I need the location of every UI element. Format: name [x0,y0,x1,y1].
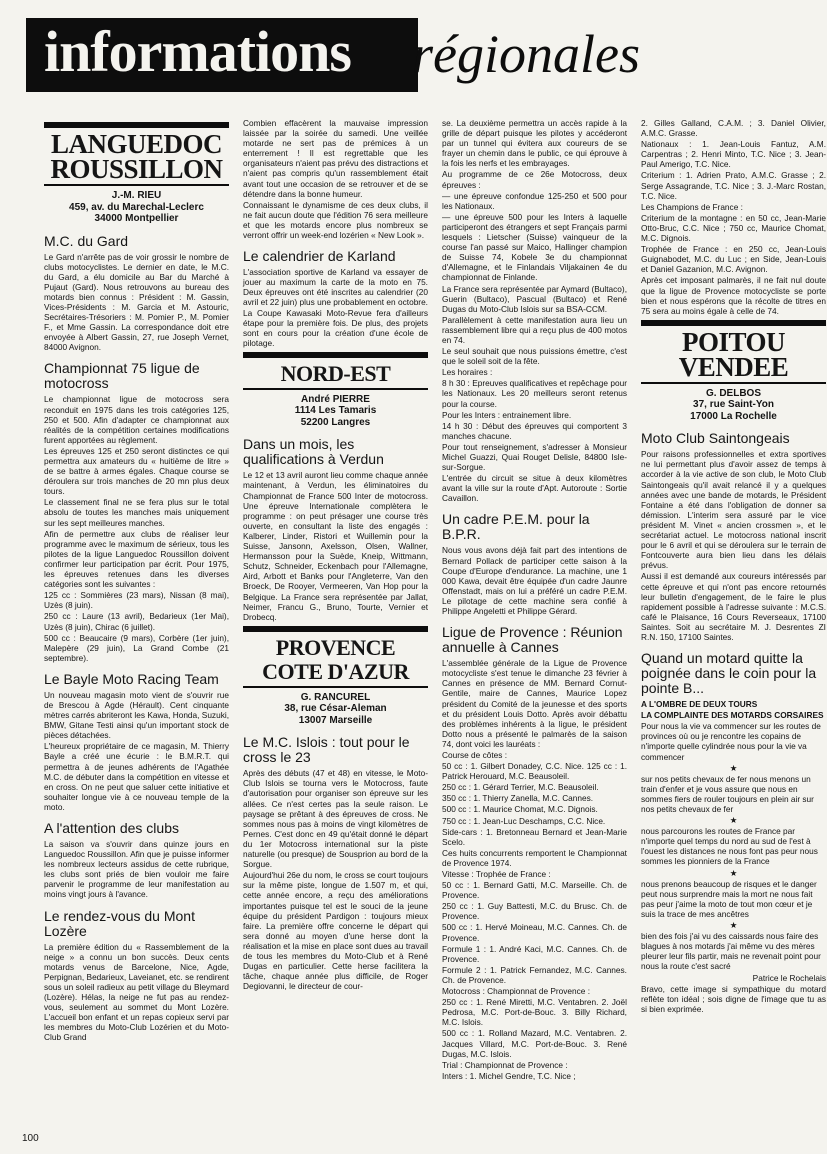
article-text: Aussi il est demandé aux coureurs intéressés par cette épreuve et qui n'ont pas encore retournés leur bulletin d'engagement, de le faire le plus rapidement possible à l'adresse suivante : M.C.S. café le Plaisance, 16 Cours Reverseaux, 17100 Saintes. Soit au secrétaire M. J. Desrentes ZI R.N. 150, 17100 Saintes. [641,571,826,642]
article-text: — une épreuve 500 pour les Inters à laquelle participeront des étrangers et sept Français parmi lesquels : Lietscher (Suisse) vainqueur de la course l'an passé sur Maico, Hallinger champion de Suisse 74, Kobele 3e du championnat d'Allemagne, et le Finlandais Viljakainen 4e du championnat de Finlande. [442,211,627,283]
article-text: Course de côtes : [442,749,508,760]
column-2 [243,118,428,992]
poem-verse: bien des fois j'ai vu des caissards nous faire des blagues à nos motards j'ai même vu des mères pleurer leur fils partir, mais ne revenait point pour nous la route c'est sacré [641,931,821,972]
correspondent-name: André PIERRE [301,393,370,405]
poem-verse: sur nos petits chevaux de fer nous menons un train d'enfer et je vous assure que nous en sommes fiers de rouler toujours en plein air sur nos petits chevaux de fer [641,773,814,814]
article-text: 500 cc : 1. Maurice Chomat, M.C. Dignois. [442,804,598,815]
article-text: Side-cars : 1. Bretonneau Bernard et Jean-Marie Scelo. [442,826,627,847]
article-text: Le classement final ne se fera plus sur le total absolu de toutes les manches mais uniquement sur les sept meilleures manches. [44,497,229,528]
article-text: Un nouveau magasin moto vient de s'ouvrir rue de Brescou à Agde (Hérault). Cent cinquante mètres carrés abriteront les Kawa, Honda, Suzuki, BMW, Gitane Testi ainsi qu'un important stock de pièces détachées. [44,689,229,741]
article-text: L'entrée du circuit se situe à deux kilomètres avant la ville sur la route d'Apt. Autoroute : Sortie Cavaillon. [442,473,627,504]
column-4 [641,118,826,1015]
correspondent-name: J.-M. RIEU [111,190,162,201]
article-title: Dans un mois, les qualifications à Verdun [243,436,384,468]
article-text: La saison va s'ouvrir dans quinze jours en Languedoc Roussillon. Afin que je puisse informer les nombreux lecteurs assidus de cette rubrique, les clubs sont priés de bien vouloir me faire parvenir le programme de leur manifestation au moins vingt jours à l'avance. [44,839,229,900]
article-text: Parallèlement à cette manifestation aura lieu un rassemblement libre qui a reçu plus de 400 motos en 74. [442,314,627,345]
article-title: Le rendez-vous du Mont Lozère [44,907,195,939]
article-title: Le Bayle Moto Racing Team [44,670,219,687]
article-text: Bravo, cette image si sympathique du motard reflète ton idéal ; sois digne de l'image que tu as si bien exprimée. [641,983,826,1014]
region-name: LANGUEDOC ROUSSILLON [50,129,223,184]
article-text: Pour raisons professionnelles et extra sportives ne lui permettant plus d'avoir assez de temps à accorder à la vie active de son club, le Moto Club Saintongeais qu'il avait relancé il y a quelques années avec une bande de motards, le Président Fontaine a été dans l'obligation de donner sa démission. L'interim sera assuré par le vice président M. Vinet « ancien crossmen », et le secrétariat actuel. Le motocross national inscrit pour le 6 avril et qui se déroulera sur le terrain de Fontcouverte aura bien lieu dans les délais prévus. [641,449,826,571]
article-text: Criterium : 1. Adrien Prato, A.M.C. Grasse ; 2. Serge Assagrande, T.C. Nice ; 3. J.-Marc Rostan, T.C. Nice. [641,170,826,201]
article-text: Pour les Inters : entrainement libre. [442,409,572,420]
poem-author: Patrice le Rochelais [752,972,826,983]
article-title: Le calendrier de Karland [243,248,396,265]
article-title: A l'attention des clubs [44,820,179,836]
article-text: 350 cc : 1. Thierry Zanella, M.C. Cannes. [442,793,594,804]
correspondent-address [641,388,826,423]
address-line: 1114 Les Tamaris [294,405,377,417]
address-city: 52200 Langres [300,416,371,428]
article-title: Le M.C. Islois : tout pour le cross le 23 [243,734,410,766]
article-text: Vitesse : Trophée de France : [442,869,551,879]
region-name: PROVENCE COTE D'AZUR [262,634,409,684]
article-text: Nationaux : 1. Jean-Louis Fantuz, A.M. Carpentras ; 2. Henri Minto, T.C. Nice ; 3. Jean-Paul Amerigo, T.C. Nice. [641,139,826,170]
article-text: Formule 2 : 1. Patrick Fernandez, M.C. Cannes. Ch. de Provence. [442,964,627,985]
article-text: 500 cc : 1. Rolland Mazard, M.C. Ventabren. 2. Jacques Villard, M.C. Port-de-Bouc. 3. René Dugas, M.C. Islois. [442,1028,627,1059]
article-text: 250 cc : 1. Guy Battesti, M.C. du Brusc. Ch. de Provence. [442,901,627,922]
article-text: Pour tout renseignement, s'adresser à Monsieur Michel Guazzi, Quai Rouget Delisle, 84800 Isle-sur-Sorgue. [442,441,627,473]
address-city: 13007 Marseille [298,714,373,726]
article-text: Après cet imposant palmarès, il ne fait nul doute que la ligue de Provence motocycliste se porte bien et nous espérons que la récolte de titres en 75 sera au moins égale à celle de 74. [641,275,826,316]
column-3 [442,118,627,1082]
article-text: Ces huits concurrents remportent le Championnat de Provence 1974. [442,847,627,868]
address-line: 37, rue Saint-Yon [693,399,774,411]
poem-verse: nous prenons beaucoup de risques et le danger peut nous surprendre mais la mort ne nous fait pas peur j'aime la moto de tout mon cœur et je suis la trace de mes ancêtres [641,878,817,919]
article-text: Les épreuves 125 et 250 seront distinctes ce qui permettra aux amateurs du « huitième de litre » de se battre à armes égales. Chaque course se déroulera sur trois manches de 20 mn plus deux tours. [44,445,229,497]
article-text: Le Gard n'arrête pas de voir grossir le nombre de clubs motocyclistes. Le dernier en date, le M.C. du Gard, a élu domicile au Bar du Marché à Pujaut (Gard). Nous retrouvons au bureau des motards bien connus : Président : M. Gassin, Vices-Présidents : M. Garcia et M. Astouric, Secrétaires-Trésoriers : M. Pomier P., M. Pomier F., et Mme Gassin. La correspondance doit etre envoyée à Albert Gassin, 27, rue Joseph Vernet, 84000 Avignon. [44,251,229,353]
article-text: Trial : Championnat de Provence : [442,1059,568,1070]
article-text: se. La deuxième permettra un accès rapide à la grille de départ puisque les pilotes y accéderont par un tunnel qui évitera aux coureurs de se frayer un chemin dans le public, ce qui éprouve à la fois les nerfs et les embrayages. [442,118,627,169]
article-text: La France sera représentée par Aymard (Bultaco), Guerin (Bultaco), Pascual (Bultaco) et René Dugas du Moto-Club Islois sur sa BSA-CCM. [442,283,627,314]
article-text: 250 cc : 1. Gérard Terrier, M.C. Beausoleil. [442,782,599,793]
article-text: Au programme de ce 26e Motocross, deux épreuves : [442,169,627,190]
column-1 [44,118,229,1044]
article-text: Après des débuts (47 et 48) en vitesse, le Moto-Club Islois se tourna vers le Motocross, faute d'autorisation pour organiser son épreuve sur les allées. Ce n'est certes pas la seule raison. Le paysage se prêtant à des épreuves de cross. Ne sommes nous pas à moins de vingt kilomètres de Pernes. C'est donc en 49 qu'était donné le départ du 1er Motocross international sur la piste naturelle (ou presque) de Sousprion au bord de la Sorgue. [243,768,428,870]
region-header-poitou [641,320,826,384]
correspondent-address [44,190,229,225]
article-text: Formule 1 : 1. André Kaci, M.C. Cannes. Ch. de Provence. [442,943,627,964]
page-number: 100 [22,1133,39,1144]
article-text: 250 cc : Laure (13 avril), Bedarieux (1er Mai), Uzès (8 juin), Chirac (6 juillet). [44,611,229,632]
article-text: L'heureux propriétaire de ce magasin, M. Thierry Bayle a créé une écurie : le B.M.R.T. qui permettra à de jeunes adhérents de l'Agathée M.C. de débuter dans la compétition en vitesse et en cross. On ne peut que saluer cette initiative et souhaiter longue vie à ce nouveau temple de la moto. [44,741,229,812]
article-text: L'association sportive de Karland va essayer de jouer au maximum la carte de la moto en 75. Deux épreuves ont été inscrites au calendrier (20 avril et 22 juin) plus une probablement en octobre. La Coupe Kawasaki Moto-Revue fera d'ailleurs étape pour la première fois. De plus, des projets sont en cours pour la création d'une école de pilotage. [243,267,428,348]
article-text: — une épreuve confondue 125-250 et 500 pour les Nationaux. [442,190,627,211]
correspondent-name: G. RANCUREL [300,691,371,703]
article-title: Quand un motard quitte la poignée dans le coin pour la pointe B... [641,650,817,697]
article-text: Connaissant le dynamisme de ces deux clubs, il ne fait aucun doute que l'édition 76 sera meilleure et que les motards encore plus nombreux se verront offrir un week-end lozérien « New Look ». [243,199,428,241]
article-text: 125 cc : Sommières (23 mars), Nissan (8 mai), Uzès (8 juin). [44,590,229,611]
poem-verse: Pour nous la vie va commencer sur les routes de provinces où ou je rencontre les copains de n'importe quelle cylindrée nous pour la vie va commencer [641,721,821,762]
address-city: 34000 Montpellier [94,213,179,224]
address-line: 459, av. du Marechal-Leclerc [69,201,204,213]
article-text: 2. Gilles Galland, C.A.M. ; 3. Daniel Olivier, A.M.C. Grasse. [641,118,826,139]
article-text: 500 cc : 1. Hervé Moineau, M.C. Cannes. Ch. de Provence. [442,922,627,943]
address-line: 38, rue César-Aleman [284,703,387,715]
article-title: Un cadre P.E.M. pour la B.P.R. [442,511,590,543]
correspondent-address [243,692,428,727]
poem-subtitle: LA COMPLAINTE DES MOTARDS CORSAIRES [641,710,824,721]
article-text: Aujourd'hui 26e du nom, le cross se court toujours sur la même piste, longue de 1.507 m, et qui, cette année encore, a reçu des améliorations importantes puisque tel est le souci de la jeune équipe du président Pardigon : toujours mieux faire. La première offre concerne le départ qui sera donné au moyen d'une herse dont la réalisation et la mise en place sont dues au travail de tous les membres du Moto-Club et à René Dugas en particulier. Cette herse facilitera la tâche, chaque année plus difficile, de Roger Degiovanni, le directeur de cour- [243,870,428,992]
article-text: Le seul souhait que nous puissions émettre, c'est que le soleil soit de la fête. [442,346,627,367]
article-text: 14 h 30 : Début des épreuves qui comportent 3 manches chacune. [442,420,627,441]
article-text: Trophée de France : en 250 cc, Jean-Louis Guignabodet, M.C. du Luc ; en Side, Jean-Louis et Daniel Gazanion, M.C. Avignon. [641,244,826,275]
poem-verse: nous parcourons les routes de France par n'importe quel temps du nord au sud de l'est à l'ouest les distances ne nous font pas peur nous sommes les pionniers de la France [641,826,818,867]
star-icon: ★ [729,762,738,773]
address-city: 17000 La Rochelle [690,410,777,422]
region-name: POITOU VENDEE [678,326,789,382]
article-text: 50 cc : 1. Bernard Gatti, M.C. Marseille. Ch. de Provence. [442,880,627,901]
article-text: Nous vous avons déjà fait part des intentions de Bernard Pollack de participer cette saison à la Coupe d'Europe d'endurance. La machine, une 1 000 Kawa, devait être équipée d'un cadre Jaunre Offenstadt, mais on lui a préféré un cadre P.E.M. Le pilotage de cette machine sera confié à Philippe Angeletti et Philippe Gérard. [442,545,627,617]
article-title: Championnat 75 ligue de motocross [44,360,200,392]
article-text: Combien effacèrent la mauvaise impression laissée par la soirée du samedi. Une veillée motarde ne sert pas de prémices à un enterrement ! Il est regrettable que les organisateurs n'aient pas prévu des distractions et n'aient pas compris qu'un rassemblement était avant tout une occasion de se retrouver et de se détendre dans la bonne humeur. [243,118,428,199]
poem-subtitle: A L'OMBRE DE DEUX TOURS [641,699,758,710]
article-text: Les horaires : [442,367,493,378]
article-title: Moto Club Saintongeais [641,430,790,447]
correspondent-name: G. DELBOS [705,387,761,399]
article-text: Afin de permettre aux clubs de réaliser leur programme avec le maximum de sérieux, tous les pilotes de la ligue Languedoc Roussillon doivent confirmer leur participation par écrit. Pour 1975, les épreuves retenues dans les diverses catégories sont les suivantes : [44,528,229,590]
article-text: Motocross : Championnat de Provence : [442,986,591,997]
article-text: Le 12 et 13 avril auront lieu comme chaque année maintenant, à Verdun, les éliminatoires du Championnat de France 500 Inter de motocross. Une épreuve Internationale complètera le programme : on peut présager une course très ouverte, en consultant la liste des engagés : Kalberer, Linder, Ristori et Wuillemin pour la Suisse, Jansonn, Axelsson, Olsen, Wallner, Hermansson pour la Suède, Kneip, Wittmann, Schutz, Schneider, Eckenbach pour l'Allemagne, Aird, Arbott et Banks pour l'Angleterre, Van den Broeck, De Rooyer, Vermeeren, Van Hop pour la Belgique. La France sera représentée par Jallat, Neimer, Francu G., Bruno, Tourte, Vernier et Drobecq. [243,470,428,622]
article-text: 500 cc : Beaucaire (9 mars), Corbère (1er juin), Malepère (29 juin), La Grand Combe (21 septembre). [44,632,229,663]
page-banner [0,0,827,112]
banner-title-regionales: régionales [412,24,640,84]
star-icon: ★ [729,815,738,826]
region-header-nord-est [243,352,428,390]
region-header-languedoc [44,122,229,186]
article-text: Les Champions de France : [641,201,743,212]
star-icon: ★ [729,920,738,931]
region-name: NORD-EST [280,360,391,386]
article-text: 8 h 30 : Epreuves qualificatives et repêchage pour les Nationaux. Les 20 meilleurs seront retenus pour la course. [442,378,627,409]
article-text: 750 cc : 1. Jean-Luc Deschamps, C.C. Nice. [442,815,606,826]
correspondent-address [243,394,428,429]
article-title: Ligue de Provence : Réunion annuelle à Cannes [442,624,623,656]
article-text: 250 cc : 1. René Miretti, M.C. Ventabren. 2. Joël Pedrosa, M.C. Port-de-Bouc. 3. Billy Richard, M.C. Islois. [442,997,627,1028]
article-text: Le championnat ligue de motocross sera reconduit en 1975 dans les trois catégories 125, 250 et 500. Afin d'adapter ce championnat aux réalités de la compétition certaines modifications furent apportées au règlement. [44,394,229,445]
article-text: La première édition du « Rassemblement de la neige » a connu un bon succès. Deux cents motards venus de Barcelone, Nice, Agde, Perpignan, Bedarieux, Laveianet, etc. se rendirent sous un soleil radieux au petit village du Bleymard (Lozère). Hélas, la neige ne fut pas au rendez-vous, seulement au sommet du Mont Lozère. L'accueil bon enfant et un repas copieux servi par les membres du Moto-Club Lozérien et du Moto-Club Grand [44,941,229,1043]
region-header-provence [243,626,428,688]
article-text: 50 cc : 1. Gilbert Donadey, C.C. Nice. 125 cc : 1. Patrick Herouard, M.C. Beausoleil. [442,761,627,782]
article-text: L'assemblée générale de la Ligue de Provence motocycliste s'est tenue le dimanche 23 février à Cannes en présence de MM. Bernard Cornut-Gentile, maire de Cannes, Maurice Lopez président du Comité de la jeunesse et des sports et du président Louis Dotto. Après avoir débattu des problèmes inhérents à la ligue, le président Dotto nous a présenté le palmarès de la saison 74, dont voici les lauréats : [442,658,627,749]
article-title: M.C. du Gard [44,232,129,249]
article-text: Inters : 1. Michel Gendre, T.C. Nice ; [442,1070,576,1081]
article-text: Criterium de la montagne : en 50 cc, Jean-Marie Otto-Bruc, C.C. Nice ; 750 cc, Maurice Chomat, M.C. Dignois. [641,212,826,244]
star-icon: ★ [729,867,738,878]
banner-title-informations: informations [44,19,351,84]
